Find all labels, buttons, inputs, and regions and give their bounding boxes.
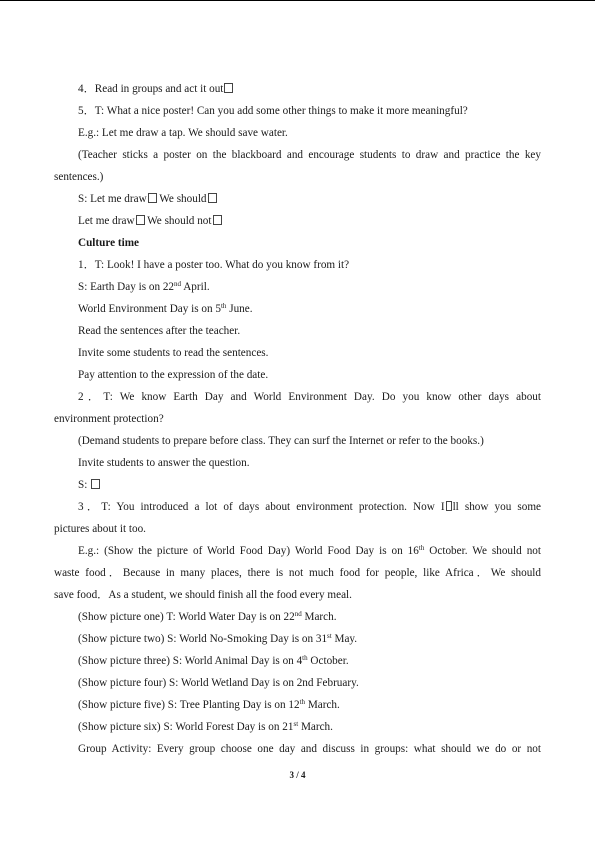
text: S: Earth Day is on 22 xyxy=(78,281,175,293)
picture-line xyxy=(78,610,337,624)
text: May. xyxy=(331,633,358,645)
text: October. We should not xyxy=(424,545,541,557)
ordinal-suffix: st xyxy=(327,632,332,640)
picture-line xyxy=(78,698,340,712)
group-activity-line: Group Activity: Every group choose one day and discuss in groups: what should we do or not xyxy=(78,743,541,755)
step-5-line: 5．T: What a nice poster! Can you add some other things to make it more meaningful? xyxy=(78,105,468,117)
paragraph-line: (Demand students to prepare before class. They can surf the Internet or refer to the books.) xyxy=(78,435,484,447)
text: June. xyxy=(226,303,253,315)
text: Let me draw xyxy=(78,215,135,227)
paragraph-line: (Teacher sticks a poster on the blackboard and encourage students to draw and practice the key xyxy=(78,149,541,161)
instruction-line: Invite some students to read the sentences. xyxy=(78,347,269,359)
text: 4．Read in groups and act it out xyxy=(78,83,224,95)
step-4-line xyxy=(78,82,233,96)
placeholder-box xyxy=(224,83,233,93)
placeholder-box xyxy=(148,193,157,203)
ordinal-suffix: nd xyxy=(294,610,302,618)
student-line xyxy=(78,214,222,228)
placeholder-box xyxy=(136,215,145,225)
text: (Show picture three) S: World Animal Day is on 4 xyxy=(78,655,303,667)
text: April. xyxy=(181,281,210,293)
text: March. xyxy=(305,699,340,711)
example-line: E.g.: Let me draw a tap. We should save water. xyxy=(78,127,288,139)
text: We should not xyxy=(144,215,212,227)
step-3-line xyxy=(78,500,541,514)
text: 3．T: You introduced a lot of days about environment protection. Now I xyxy=(78,501,445,513)
text: E.g.: (Show the picture of World Food Day) World Food Day is on 16 xyxy=(78,545,419,557)
placeholder-box xyxy=(208,193,217,203)
text: World Environment Day is on 5 xyxy=(78,303,221,315)
picture-line: (Show picture four) S: World Wetland Day is on 2nd February. xyxy=(78,677,359,689)
text: (Show picture two) S: World No-Smoking Day is on 31 xyxy=(78,633,328,645)
text: March. xyxy=(301,611,337,623)
instruction-line: Pay attention to the expression of the date. xyxy=(78,369,269,381)
text: (Show picture five) S: Tree Planting Day is on 12 xyxy=(78,699,300,711)
text: (Show picture one) T: World Water Day is on 22 xyxy=(78,611,295,623)
text: We should xyxy=(156,193,207,205)
section-heading: Culture time xyxy=(78,237,140,249)
paragraph-line: pictures about it too. xyxy=(54,523,146,535)
paragraph-line: save food．As a student, we should finish all the food every meal. xyxy=(54,589,352,601)
student-line xyxy=(78,192,217,206)
text: S: xyxy=(78,479,88,491)
text: S: Let me draw xyxy=(78,193,147,205)
step-1-line: 1．T: Look! I have a poster too. What do you know from it? xyxy=(78,259,350,271)
text: March. xyxy=(298,721,333,733)
paragraph-line: waste food．Because in many places, there is not much food for people, like Africa．We should xyxy=(54,567,541,579)
picture-line xyxy=(78,720,333,734)
ordinal-suffix: th xyxy=(220,302,227,310)
text: (Show picture six) S: World Forest Day is on 21 xyxy=(78,721,294,733)
ordinal-suffix: th xyxy=(302,654,308,662)
example-line xyxy=(78,544,541,558)
placeholder-box xyxy=(91,479,100,489)
picture-line xyxy=(78,654,349,668)
ordinal-suffix: st xyxy=(293,720,299,728)
picture-line xyxy=(78,632,357,646)
paragraph-line: sentences.) xyxy=(54,171,104,183)
step-2-line: 2．T: We know Earth Day and World Environment Day. Do you know other days about xyxy=(78,391,541,403)
text: ll show you some xyxy=(452,501,541,513)
instruction-line: Invite students to answer the question. xyxy=(78,457,250,469)
page-number: 3 / 4 xyxy=(289,770,306,780)
paragraph-line: environment protection? xyxy=(54,413,164,425)
ordinal-suffix: nd xyxy=(174,280,182,288)
text: October. xyxy=(307,655,349,667)
date-line xyxy=(78,302,253,316)
student-line xyxy=(78,478,100,492)
instruction-line: Read the sentences after the teacher. xyxy=(78,325,241,337)
ordinal-suffix: th xyxy=(299,698,306,706)
date-line xyxy=(78,280,210,294)
placeholder-box xyxy=(446,501,452,511)
ordinal-suffix: th xyxy=(418,544,425,552)
placeholder-box xyxy=(213,215,222,225)
